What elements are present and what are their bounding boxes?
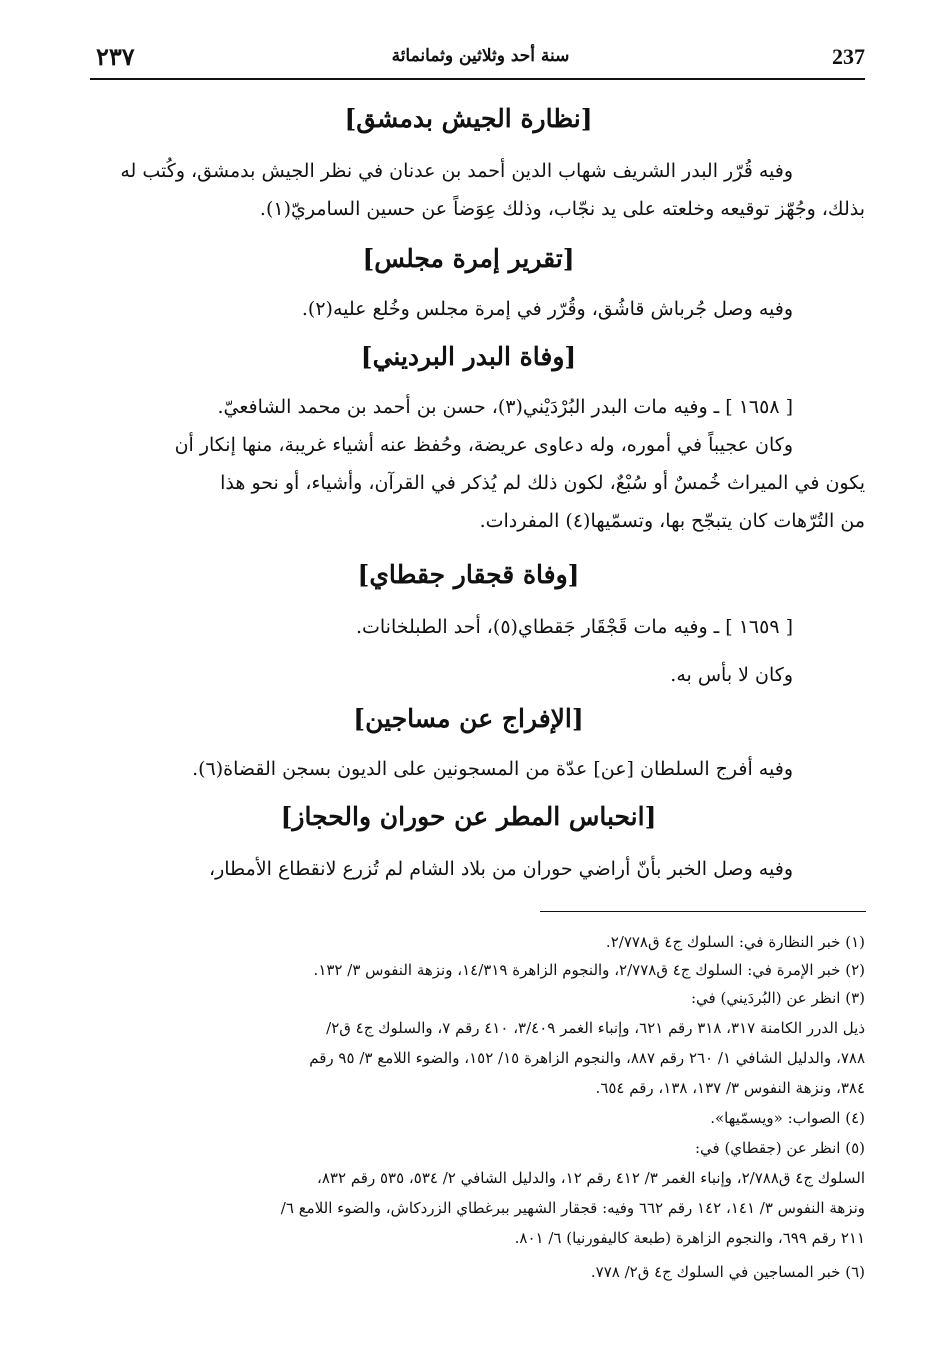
footnote: (١) خبر النظارة في: السلوك ج٤ ق٢/٧٧٨. (605, 933, 865, 951)
paragraph-line: وكان عجيباً في أموره، وله دعاوى عريضة، وحُفظ عنه أشياء غريبة، منها إنكار أن (174, 434, 793, 456)
footnote-rule (540, 911, 866, 912)
footnote: (٢) خبر الإمرة في: السلوك ج٤ ق٢/٧٧٨، والنجوم الزاهرة ١٤/٣١٩، ونزهة النفوس ٣/ ١٣٢. (313, 961, 865, 979)
page-number-latin: 237 (832, 44, 865, 69)
paragraph-line: يكون في الميراث خُمسٌ أو سُبْعٌ، لكون ذلك لم يُذكر في القرآن، وأشياء، أو نحو هذا (220, 472, 865, 494)
footnote-continuation: ونزهة النفوس ٣/ ١٤١، ١٤٢ رقم ٦٦٢ وفيه: قجقار الشهير ببرغطاي الزردكاش، والضوء اللامع ٦/ (280, 1199, 865, 1217)
footnote-continuation: ٢١١ رقم ٦٩٩، والنجوم الزاهرة (طبعة كاليفورنيا) ٦/ ٨٠١. (514, 1229, 865, 1247)
footnote-continuation: ٣٨٤، ونزهة النفوس ٣/ ١٣٧، ١٣٨، رقم ٦٥٤. (595, 1079, 865, 1097)
running-title: سنة أحد وثلاثين وثمانمائة (391, 46, 570, 66)
section-heading: [انحباس المطر عن حوران والحجاز] (280, 802, 657, 831)
section-heading: [وفاة قجقار جقطاي] (357, 560, 580, 589)
paragraph-line: وفيه وصل جُرباش قاشُق، وقُرّر في إمرة مجلس وخُلع عليه(٢). (301, 298, 793, 320)
footnote-continuation: ذيل الدرر الكامنة ٣١٧، ٣١٨ رقم ٦٢١، وإنباء الغمر ٣/٤٠٩، ٤١٠ رقم ٧، والسلوك ج٤ ق٢/ (326, 1019, 865, 1037)
footnote-continuation: ٧٨٨، والدليل الشافي ١/ ٢٦٠ رقم ٨٨٧، والنجوم الزاهرة ١٥/ ١٥٢، والضوء اللامع ٣/ ٩٥ رقم (309, 1049, 865, 1067)
section-heading: [الإفراج عن مساجين] (353, 704, 584, 733)
paragraph-line: وكان لا بأس به. (670, 664, 793, 686)
footnote-continuation: السلوك ج٤ ق٢/٧٨٨، وإنباء الغمر ٣/ ٤١٢ رقم ١٢، والدليل الشافي ٢/ ٥٣٤، ٥٣٥ رقم ٨٣٢، (317, 1169, 865, 1187)
header-rule (90, 78, 865, 80)
section-heading: [نظارة الجيش بدمشق] (344, 104, 593, 133)
paragraph-line: وفيه قُرّر البدر الشريف شهاب الدين أحمد بن عدنان في نظر الجيش بدمشق، وكُتب له (120, 160, 793, 182)
footnote: (٤) الصواب: «ويسمّيها». (710, 1109, 865, 1127)
paragraph-line: [ ١٦٥٩ ] ـ وفيه مات قَجْقَار جَقطاي(٥)، أحد الطبلخانات. (355, 616, 793, 638)
page-number-arabic: ٢٣٧ (96, 42, 135, 71)
section-heading: [وفاة البدر البرديني] (360, 342, 577, 371)
page-header (96, 38, 865, 78)
paragraph-line: [ ١٦٥٨ ] ـ وفيه مات البدر البُرْدَيْني(٣)، حسن بن أحمد بن محمد الشافعيّ. (217, 396, 793, 418)
paragraph-line: من التُرّهات كان يتبجّح بها، وتسمّيها(٤) المفردات. (479, 510, 865, 532)
paragraph-line: وفيه وصل الخبر بأنّ أراضي حوران من بلاد الشام لم تُزرع لانقطاع الأمطار، (208, 858, 793, 880)
paragraph-line: وفيه أفرج السلطان [عن] عدّة من المسجونين على الديون بسجن القضاة(٦). (192, 758, 793, 780)
footnote: (٣) انظر عن (البُردَيني) في: (691, 989, 865, 1007)
footnote: (٦) خبر المساجين في السلوك ج٤ ق٢/ ٧٧٨. (590, 1263, 865, 1281)
paragraph-line: بذلك، وجُهّز توقيعه وخلعته على يد نجّاب، وذلك عِوَضاً عن حسين السامريّ(١). (259, 198, 865, 220)
footnote: (٥) انظر عن (جقطاي) في: (694, 1139, 865, 1157)
section-heading: [تقرير إمرة مجلس] (362, 244, 575, 273)
